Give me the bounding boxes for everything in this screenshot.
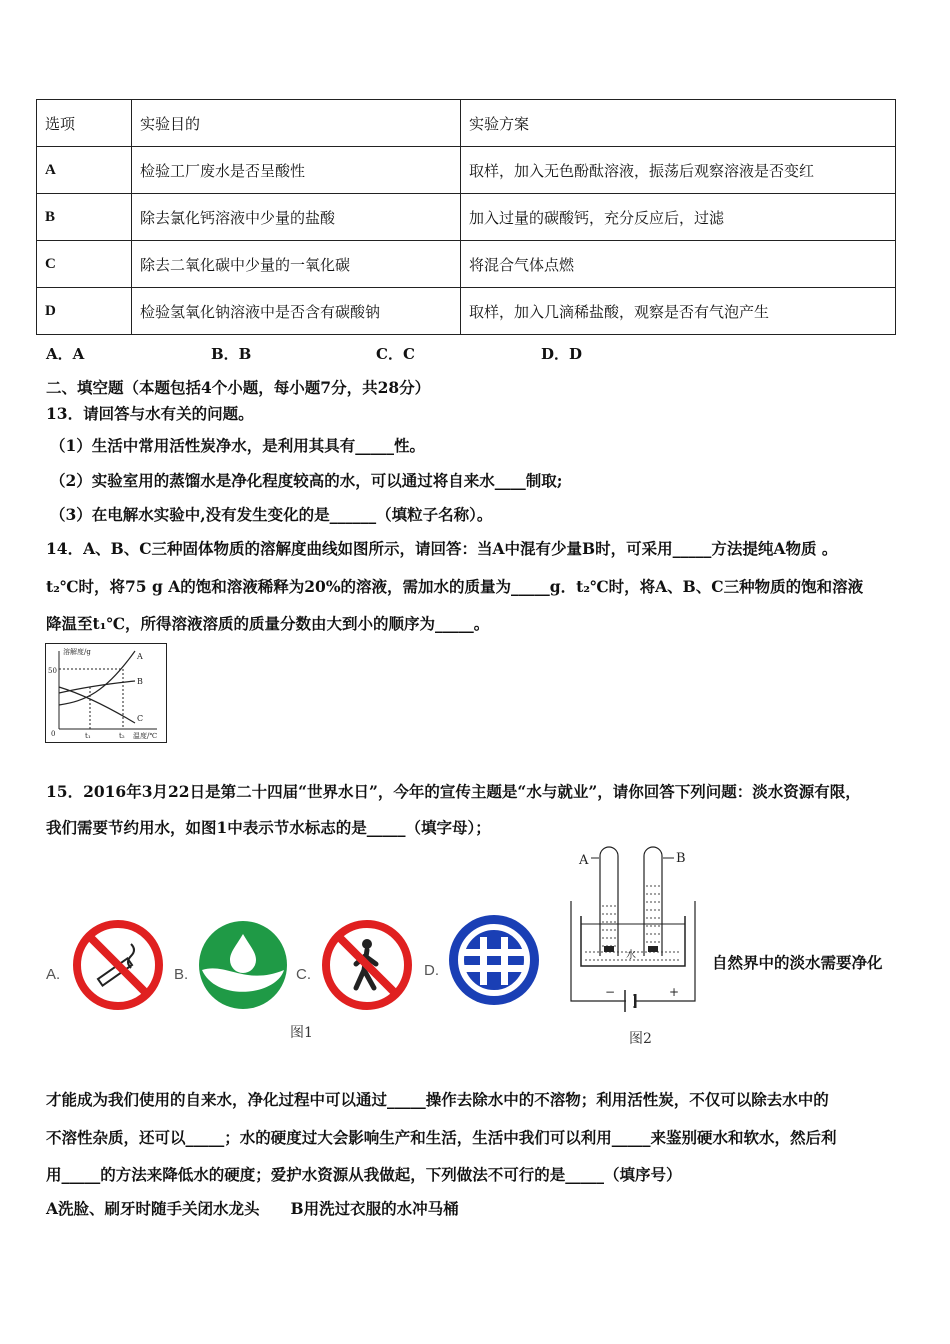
q15-line-1: 15．2016年3月22日是第二十四届“世界水日”，今年的宣传主题是“水与就业”，请你回答下列问题：淡水资源有限， [46, 782, 861, 801]
experiment-table [36, 99, 896, 335]
q15-line-4: 不溶性杂质，还可以_____；水的硬度过大会影响生产和生活，生活中我们可以利用_____来鉴别硬水和软水，然后利 [46, 1128, 837, 1147]
sign-label-c: C. [296, 966, 311, 983]
electrode-label-b: B [676, 851, 686, 866]
row-purpose: 检验氢氧化钠溶液中是否含有碳酸钠 [132, 288, 461, 335]
solubility-graph [45, 643, 167, 743]
plus-label: + [669, 985, 680, 999]
table-header-row [37, 100, 896, 147]
q13-item-1: （1）生活中常用活性炭净水，是利用其具有_____性。 [50, 436, 426, 455]
electrode-a [604, 946, 614, 952]
sign-label-a: A. [46, 966, 61, 983]
tube-a [600, 847, 618, 956]
row-plan: 加入过量的碳酸钙，充分反应后，过滤 [461, 194, 896, 241]
row-purpose: 检验工厂废水是否呈酸性 [132, 147, 461, 194]
table-row [37, 288, 896, 335]
header-purpose: 实验目的 [132, 100, 461, 147]
row-plan: 取样，加入无色酚酞溶液，振荡后观察溶液是否变红 [461, 147, 896, 194]
section-title: 二、填空题（本题包括4个小题，每小题7分，共28分） [46, 378, 431, 397]
row-plan: 将混合气体点燃 [461, 241, 896, 288]
sign-label-d: D. [424, 962, 439, 979]
electrolysis-diagram [563, 846, 703, 1022]
minus-label: − [605, 985, 616, 999]
q15-line-5: 用_____的方法来降低水的硬度；爱护水资源从我做起，下列做法不可行的是_____（填序号） [46, 1165, 682, 1184]
label-c: C [137, 714, 144, 723]
answer-option-d[interactable]: D．D [541, 345, 583, 363]
table-row [37, 194, 896, 241]
x-tick-t2: t₂ [119, 732, 125, 740]
row-option: A [37, 147, 132, 194]
no-pedestrian-sign-icon [320, 918, 414, 1012]
sign-label-b: B. [174, 966, 189, 983]
curve-a [59, 651, 135, 705]
curve-c [59, 687, 135, 723]
graph-frame [46, 644, 167, 743]
q13-item-3: （3）在电解水实验中,没有发生变化的是______（填粒子名称）。 [50, 505, 493, 524]
y-axis-label: 溶解度/g [63, 648, 91, 656]
electrode-b [648, 946, 658, 952]
row-plan: 取样，加入几滴稀盐酸，观察是否有气泡产生 [461, 288, 896, 335]
battery-gap [626, 996, 634, 1006]
answer-option-a[interactable]: A．A [46, 345, 85, 363]
electrode-label-a: A [579, 853, 589, 868]
q15-line-6: A洗脸、刷牙时随手关闭水龙头 B用洗过衣服的水冲马桶 [46, 1199, 459, 1218]
header-plan: 实验方案 [461, 100, 896, 147]
row-purpose: 除去氯化钙溶液中少量的盐酸 [132, 194, 461, 241]
water-saving-sign-icon [196, 918, 290, 1012]
q14-line-1: 14．A、B、C三种固体物质的溶解度曲线如图所示，请回答：当A中混有少量B时，可采用_____方法提纯A物质 。 [46, 539, 838, 558]
q15-line-3: 才能成为我们使用的自来水，净化过程中可以通过_____操作去除水中的不溶物；利用活性炭，不仅可以除去水中的 [46, 1090, 829, 1109]
q15-side-text: 自然界中的淡水需要净化 [712, 953, 883, 972]
answer-option-b[interactable]: B．B [211, 345, 252, 363]
q15-line-2: 我们需要节约用水，如图1中表示节水标志的是_____（填字母）； [46, 818, 491, 837]
row-purpose: 除去二氧化碳中少量的一氧化碳 [132, 241, 461, 288]
q14-line-3: 降温至t₁℃，所得溶液溶质的质量分数由大到小的顺序为_____。 [46, 614, 490, 633]
q13-stem: 13．请回答与水有关的问题。 [46, 404, 254, 423]
water-label: 水 [626, 950, 636, 961]
row-option: D [37, 288, 132, 335]
y-tick-50: 50 [48, 667, 57, 675]
table-row [37, 241, 896, 288]
figure-2-caption: 图2 [629, 1031, 652, 1047]
x-tick-t1: t₁ [85, 732, 91, 740]
no-smoking-sign-icon [71, 918, 165, 1012]
label-a: A [137, 652, 143, 661]
row-option: C [37, 241, 132, 288]
origin-label: 0 [51, 730, 56, 738]
q13-item-2: （2）实验室用的蒸馏水是净化程度较高的水，可以通过将自来水____制取; [50, 471, 563, 490]
row-option: B [37, 194, 132, 241]
header-option: 选项 [37, 100, 132, 147]
table-row [37, 147, 896, 194]
x-axis-label: 温度/℃ [133, 732, 158, 740]
answer-option-c[interactable]: C．C [376, 345, 415, 363]
figure-1-caption: 图1 [290, 1025, 313, 1041]
label-b: B [137, 677, 143, 686]
q14-line-2: t₂℃时，将75 g A的饱和溶液稀释为20%的溶液，需加水的质量为_____g．t₂℃时，将A、B、C三种物质的饱和溶液 [46, 577, 864, 596]
water-company-sign-icon [447, 913, 541, 1007]
